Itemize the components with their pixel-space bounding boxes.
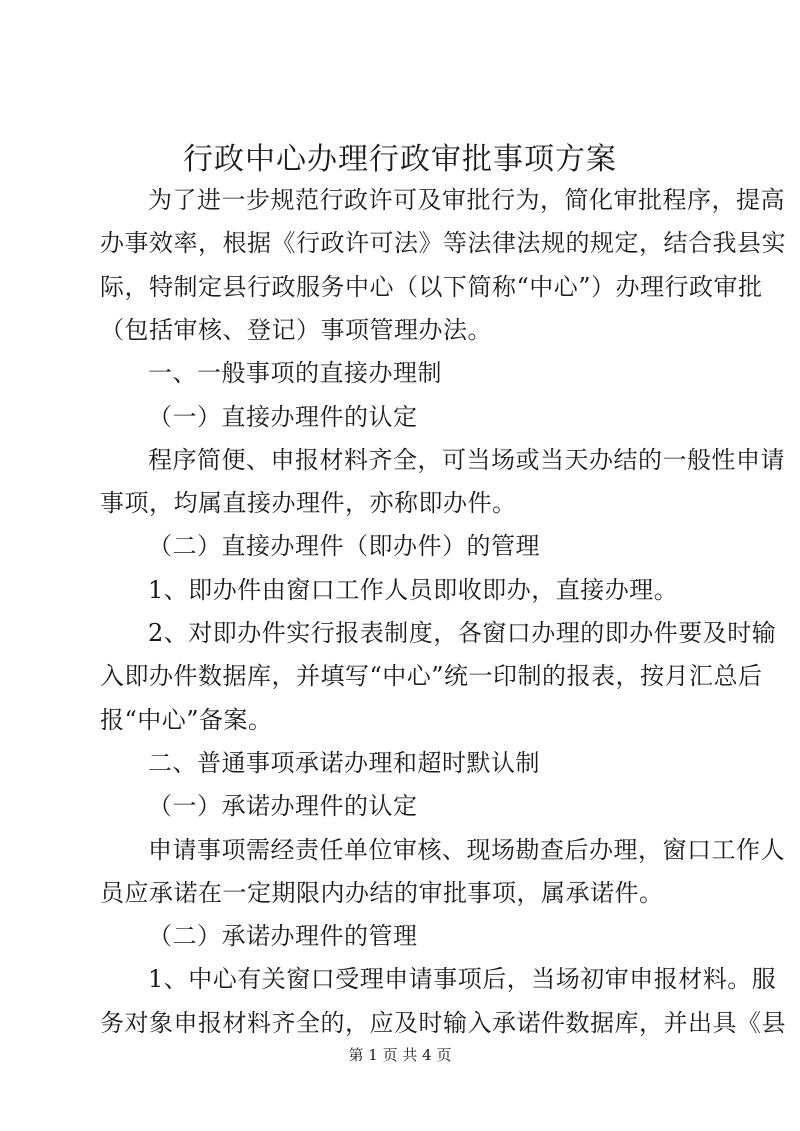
subsection-heading: （二）承诺办理件的管理	[148, 922, 418, 950]
subsection-heading: （一）直接办理件的认定	[148, 403, 418, 431]
subsection-heading: （二）直接办理件（即办件）的管理	[148, 532, 540, 560]
paragraph-line: 程序简便、申报材料齐全，可当场或当天办结的一般性申请	[148, 446, 785, 474]
paragraph-line: 入即办件数据库，并填写“中心”统一印制的报表，按月汇总后	[100, 662, 763, 690]
paragraph-line: 1、即办件由窗口工作人员即收即办，直接办理。	[148, 576, 679, 604]
document-title: 行政中心办理行政审批事项方案	[183, 142, 617, 177]
paragraph-line: 报“中心”备案。	[100, 706, 273, 734]
paragraph-line: 2、对即办件实行报表制度，各窗口办理的即办件要及时输	[148, 619, 777, 647]
section-heading: 一、一般事项的直接办理制	[148, 359, 442, 387]
paragraph-line: 员应承诺在一定期限内办结的审批事项，属承诺件。	[100, 879, 664, 907]
paragraph-line: 办事效率，根据《行政许可法》等法律法规的规定，结合我县实	[100, 229, 786, 257]
paragraph-line: 为了进一步规范行政许可及审批行为，简化审批程序，提高	[148, 186, 785, 214]
paragraph-line: 际，特制定县行政服务中心（以下简称“中心”）办理行政审批	[100, 273, 763, 301]
paragraph-line: 1、中心有关窗口受理申请事项后，当场初审申报材料。服	[148, 965, 777, 993]
paragraph-line: 事项，均属直接办理件，亦称即办件。	[100, 489, 517, 517]
section-heading: 二、普通事项承诺办理和超时默认制	[148, 749, 540, 777]
paragraph-line: 申请事项需经责任单位审核、现场勘查后办理，窗口工作人	[148, 836, 785, 864]
paragraph-line: 务对象申报材料齐全的，应及时输入承诺件数据库，并出具《县	[100, 1009, 786, 1037]
paragraph-line: （包括审核、登记）事项管理办法。	[100, 316, 492, 344]
page-footer: 第 1 页 共 4 页	[348, 1046, 452, 1064]
subsection-heading: （一）承诺办理件的认定	[148, 792, 418, 820]
